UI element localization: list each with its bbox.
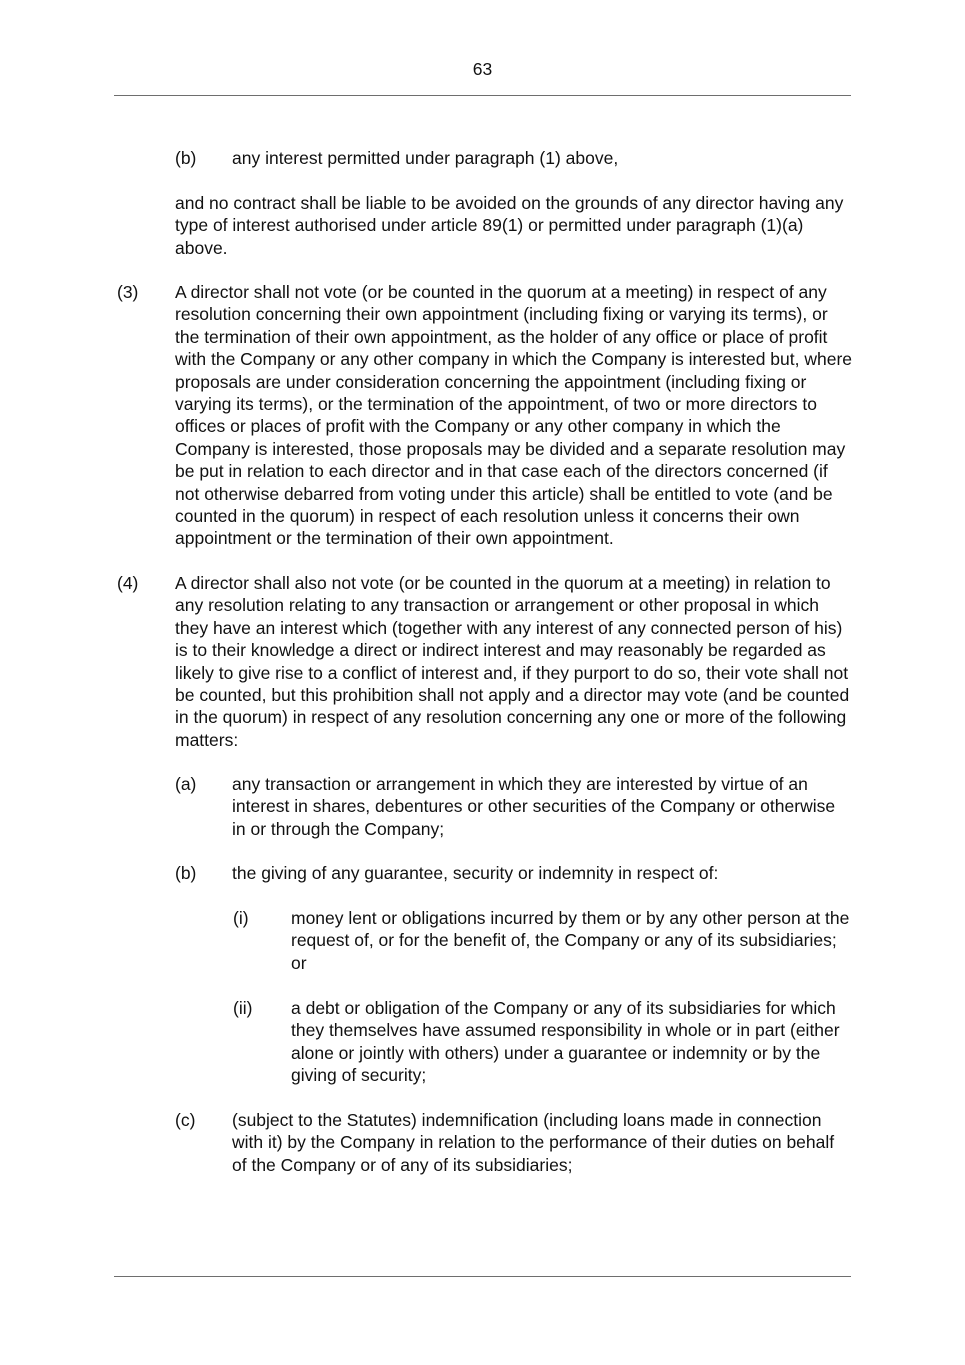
item-label: (b) bbox=[175, 148, 197, 168]
footer-rule bbox=[114, 1276, 851, 1277]
paragraph-text: and no contract shall be liable to be avoided on the grounds of any director having any type of interest authorised under article 89(1) or permitted under paragraph (1)(a) above. bbox=[175, 193, 844, 258]
subclause-text: money lent or obligations incurred by them or by any other person at the request of, or for the benefit of, the Company or any of its subsidiaries; or bbox=[291, 908, 850, 973]
subclause-text: a debt or obligation of the Company or any of its subsidiaries for which they themselves have assumed responsibility in whole or in part (either alone or jointly with others) under a guarantee or indemnity or by the giving of security; bbox=[291, 998, 840, 1086]
clause-label: (3) bbox=[117, 282, 139, 302]
subclause-text: (subject to the Statutes) indemnification (including loans made in connection with it) by the Company in relation to the performance of their duties on behalf of the Company or of any of its subsidiaries; bbox=[232, 1110, 835, 1175]
clause-text: A director shall not vote (or be counted in the quorum at a meeting) in respect of any resolution concerning their own appointment (including fixing or varying its terms), or the termination of their own appointment, as the holder of any office or place of profit with the Company or any other company in which the Company is interested but, where proposals are under consideration concerning the appointment (including fixing or varying its terms), or the termination of the appointment, of two or more directors to offices or places of profit with the Company or any other company in which the Company is interested, those proposals may be divided and a separate resolution may be put in relation to each director and in that case each of the directors concerned (if not otherwise debarred from voting under this article) shall be entitled to vote (and be counted in the quorum) in respect of each resolution unless it concerns their own appointment or the termination of their own appointment. bbox=[175, 282, 853, 549]
subclause-label: (a) bbox=[175, 774, 197, 794]
subclause-label: (i) bbox=[233, 908, 249, 928]
subclause-label: (ii) bbox=[233, 998, 253, 1018]
subclause-label: (b) bbox=[175, 863, 197, 883]
item-text: any interest permitted under paragraph (1) above, bbox=[232, 148, 619, 168]
clause-label: (4) bbox=[117, 573, 139, 593]
subclause-text: the giving of any guarantee, security or indemnity in respect of: bbox=[232, 863, 719, 883]
header-rule bbox=[114, 95, 851, 96]
subclause-label: (c) bbox=[175, 1110, 196, 1130]
subclause-text: any transaction or arrangement in which they are interested by virtue of an interest in shares, debentures or other securities of the Company or otherwise in or through the Company; bbox=[232, 774, 836, 839]
clause-text: A director shall also not vote (or be counted in the quorum at a meeting) in relation to any resolution relating to any transaction or arrangement or other proposal in which they have an interest which (together with any interest of any connected person of his) is to their knowledge a direct or indirect interest and may reasonably be regarded as likely to give rise to a conflict of interest and, if they purport to do so, their vote shall not be counted, but this prohibition shall not apply and a director may vote (and be counted in the quorum) in respect of any resolution concerning any one or more of the following matters: bbox=[175, 573, 850, 750]
page-number: 63 bbox=[472, 59, 493, 79]
